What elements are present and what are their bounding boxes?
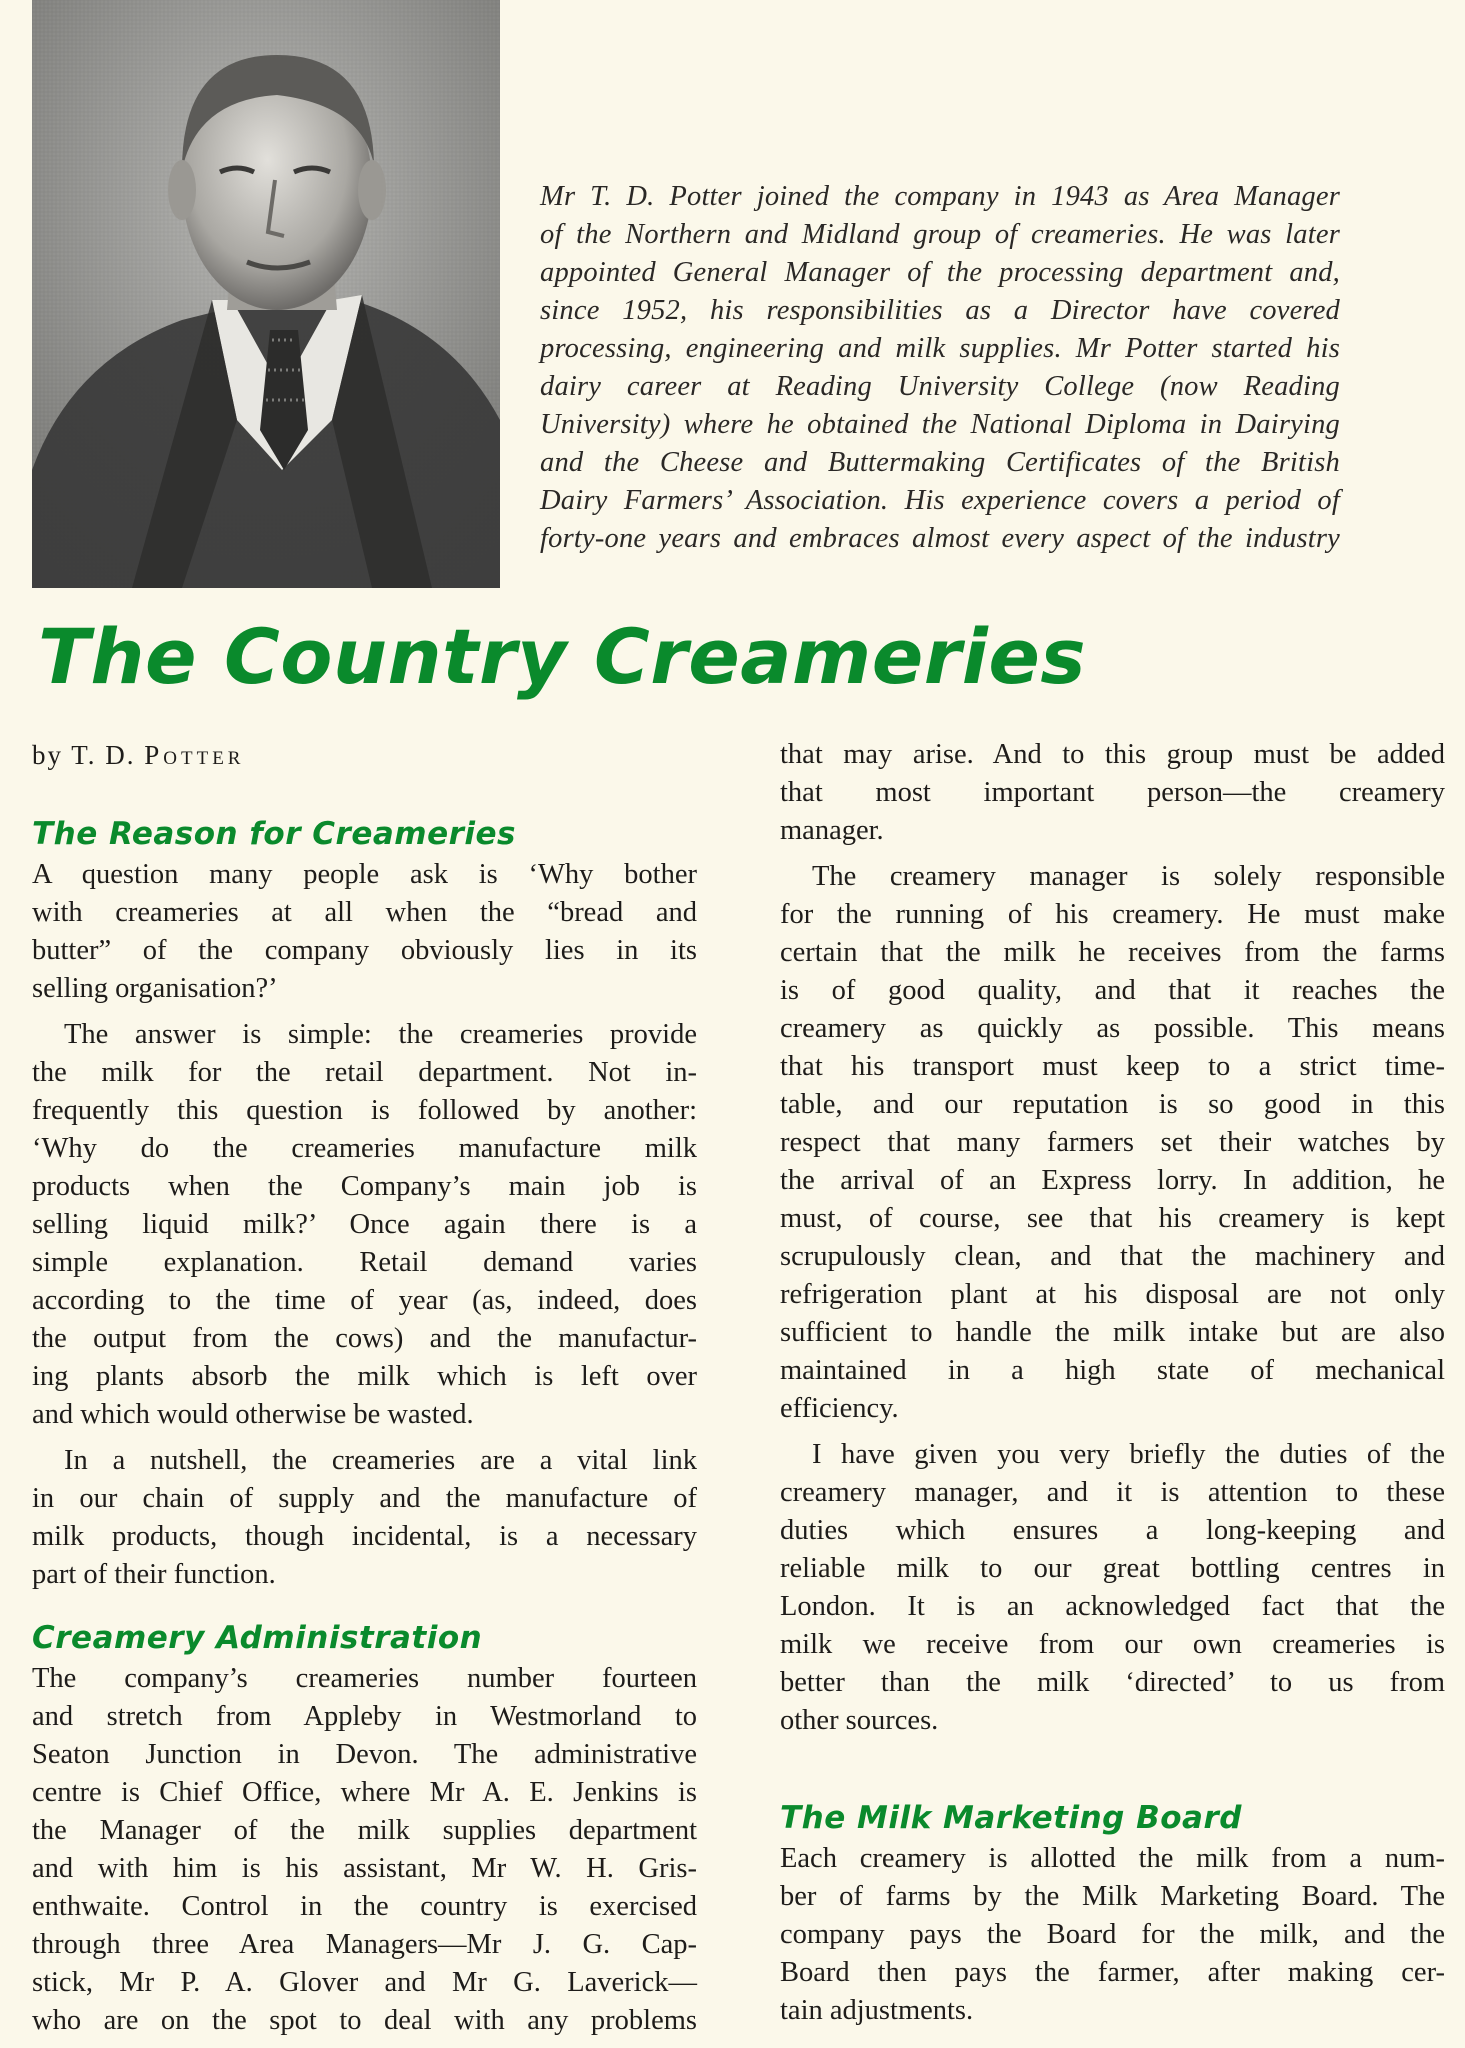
text-line: Each creamery is allotted the milk from a num- bbox=[780, 1843, 1445, 1874]
paragraph bbox=[32, 856, 697, 1008]
text-line: I have given you very briefly the duties of the bbox=[812, 1439, 1445, 1470]
text-line: milk products, though incidental, is a necessary bbox=[32, 1521, 697, 1552]
portrait-caption bbox=[540, 178, 1340, 558]
text-line: that most important person—the creamery bbox=[780, 777, 1445, 808]
caption-line: and the Cheese and Buttermaking Certificates of the British bbox=[540, 447, 1340, 478]
text-line: maintained in a high state of mechanical bbox=[780, 1355, 1445, 1386]
text-line: the arrival of an Express lorry. In addition, he bbox=[780, 1165, 1445, 1196]
text-line: and which would otherwise be wasted. bbox=[32, 1399, 474, 1430]
text-line: The creamery manager is solely responsible bbox=[812, 861, 1445, 892]
text-line: Seaton Junction in Devon. The administrative bbox=[32, 1739, 697, 1770]
text-line: in our chain of supply and the manufacture of bbox=[32, 1483, 697, 1514]
caption-line: Mr T. D. Potter joined the company in 1943 as Area Manager bbox=[540, 181, 1340, 212]
section-heading: The Reason for Creameries bbox=[32, 816, 516, 852]
text-line: part of their function. bbox=[32, 1559, 276, 1590]
text-line: simple explanation. Retail demand varies bbox=[32, 1247, 697, 1278]
text-line: company pays the Board for the milk, and the bbox=[780, 1919, 1445, 1950]
section-heading: The Milk Marketing Board bbox=[780, 1800, 1242, 1836]
byline bbox=[32, 740, 244, 771]
text-line: butter” of the company obviously lies in its bbox=[32, 935, 697, 966]
caption-line: processing, engineering and milk supplies. Mr Potter started his bbox=[540, 333, 1340, 364]
text-line: scrupulously clean, and that the machinery and bbox=[780, 1241, 1445, 1272]
text-line: according to the time of year (as, indeed, does bbox=[32, 1285, 697, 1316]
text-line: selling liquid milk?’ Once again there is a bbox=[32, 1209, 697, 1240]
text-line: through three Area Managers—Mr J. G. Cap- bbox=[32, 1929, 697, 1960]
text-line: the milk for the retail department. Not in- bbox=[32, 1057, 697, 1088]
text-line: tain adjustments. bbox=[780, 1995, 974, 2026]
text-line: who are on the spot to deal with any problems bbox=[32, 2005, 697, 2036]
text-line: is of good quality, and that it reaches the bbox=[780, 975, 1445, 1006]
text-line: ‘Why do the creameries manufacture milk bbox=[32, 1133, 697, 1164]
article-title: The Country Creameries bbox=[38, 612, 1087, 701]
caption-line: University) where he obtained the National Diploma in Dairying bbox=[540, 409, 1340, 440]
text-line: Board then pays the farmer, after making cer- bbox=[780, 1957, 1445, 1988]
text-line: creamery as quickly as possible. This means bbox=[780, 1013, 1445, 1044]
paragraph bbox=[32, 1016, 697, 1434]
right-column bbox=[780, 736, 1445, 2030]
caption-line: dairy career at Reading University College (now Reading bbox=[540, 371, 1340, 402]
left-column bbox=[32, 812, 697, 2040]
text-line: efficiency. bbox=[780, 1393, 899, 1424]
text-line: must, of course, see that his creamery is kept bbox=[780, 1203, 1445, 1234]
text-line: manager. bbox=[780, 815, 884, 846]
text-line: table, and our reputation is so good in this bbox=[780, 1089, 1445, 1120]
paragraph bbox=[32, 1660, 697, 2040]
text-line: creamery manager, and it is attention to these bbox=[780, 1477, 1445, 1508]
caption-line: of the Northern and Midland group of creameries. He was later bbox=[540, 219, 1340, 250]
byline-surname: Potter bbox=[144, 740, 245, 770]
byline-prefix: by T. D. bbox=[32, 740, 145, 770]
text-line: ber of farms by the Milk Marketing Board. The bbox=[780, 1881, 1445, 1912]
text-line: stick, Mr P. A. Glover and Mr G. Laverick— bbox=[32, 1967, 697, 1998]
text-line: and with him is his assistant, Mr W. H. Gris- bbox=[32, 1853, 697, 1884]
text-line: refrigeration plant at his disposal are not only bbox=[780, 1279, 1445, 1310]
text-line: certain that the milk he receives from the farms bbox=[780, 937, 1445, 968]
text-line: products when the Company’s main job is bbox=[32, 1171, 697, 1202]
portrait-photo bbox=[32, 0, 500, 588]
paragraph bbox=[32, 1442, 697, 1594]
text-line: duties which ensures a long-keeping and bbox=[780, 1515, 1445, 1546]
text-line: The company’s creameries number fourteen bbox=[32, 1663, 697, 1694]
text-line: reliable milk to our great bottling centres in bbox=[780, 1553, 1445, 1584]
text-line: that may arise. And to this group must be added bbox=[780, 739, 1445, 770]
paragraph bbox=[780, 736, 1445, 850]
text-line: the Manager of the milk supplies department bbox=[32, 1815, 697, 1846]
text-line: milk we receive from our own creameries is bbox=[780, 1629, 1445, 1660]
text-line: and stretch from Appleby in Westmorland to bbox=[32, 1701, 697, 1732]
text-line: that his transport must keep to a strict time- bbox=[780, 1051, 1445, 1082]
text-line: enthwaite. Control in the country is exercised bbox=[32, 1891, 697, 1922]
text-line: The answer is simple: the creameries provide bbox=[64, 1019, 697, 1050]
paragraph bbox=[780, 1840, 1445, 2030]
text-line: frequently this question is followed by another: bbox=[32, 1095, 697, 1126]
caption-line: Dairy Farmers’ Association. His experience covers a period of bbox=[540, 485, 1340, 516]
caption-line: appointed General Manager of the processing department and, bbox=[540, 257, 1340, 288]
paragraph bbox=[780, 858, 1445, 1428]
text-line: other sources. bbox=[780, 1705, 939, 1736]
portrait-figure bbox=[32, 0, 500, 588]
caption-line: since 1952, his responsibilities as a Director have covered bbox=[540, 295, 1340, 326]
text-line: sufficient to handle the milk intake but are also bbox=[780, 1317, 1445, 1348]
section-heading: Creamery Administration bbox=[32, 1620, 483, 1656]
text-line: A question many people ask is ‘Why bother bbox=[32, 859, 697, 890]
text-line: with creameries at all when the “bread and bbox=[32, 897, 697, 928]
text-line: In a nutshell, the creameries are a vital link bbox=[64, 1445, 697, 1476]
text-line: better than the milk ‘directed’ to us from bbox=[780, 1667, 1445, 1698]
text-line: centre is Chief Office, where Mr A. E. Jenkins is bbox=[32, 1777, 697, 1808]
caption-line: forty-one years and embraces almost every aspect of the industry bbox=[540, 523, 1340, 554]
text-line: ing plants absorb the milk which is left over bbox=[32, 1361, 697, 1392]
text-line: respect that many farmers set their watches by bbox=[780, 1127, 1445, 1158]
text-line: for the running of his creamery. He must make bbox=[780, 899, 1445, 930]
text-line: the output from the cows) and the manufactur- bbox=[32, 1323, 697, 1354]
text-line: selling organisation?’ bbox=[32, 973, 278, 1004]
text-line: London. It is an acknowledged fact that the bbox=[780, 1591, 1445, 1622]
paragraph bbox=[780, 1436, 1445, 1740]
